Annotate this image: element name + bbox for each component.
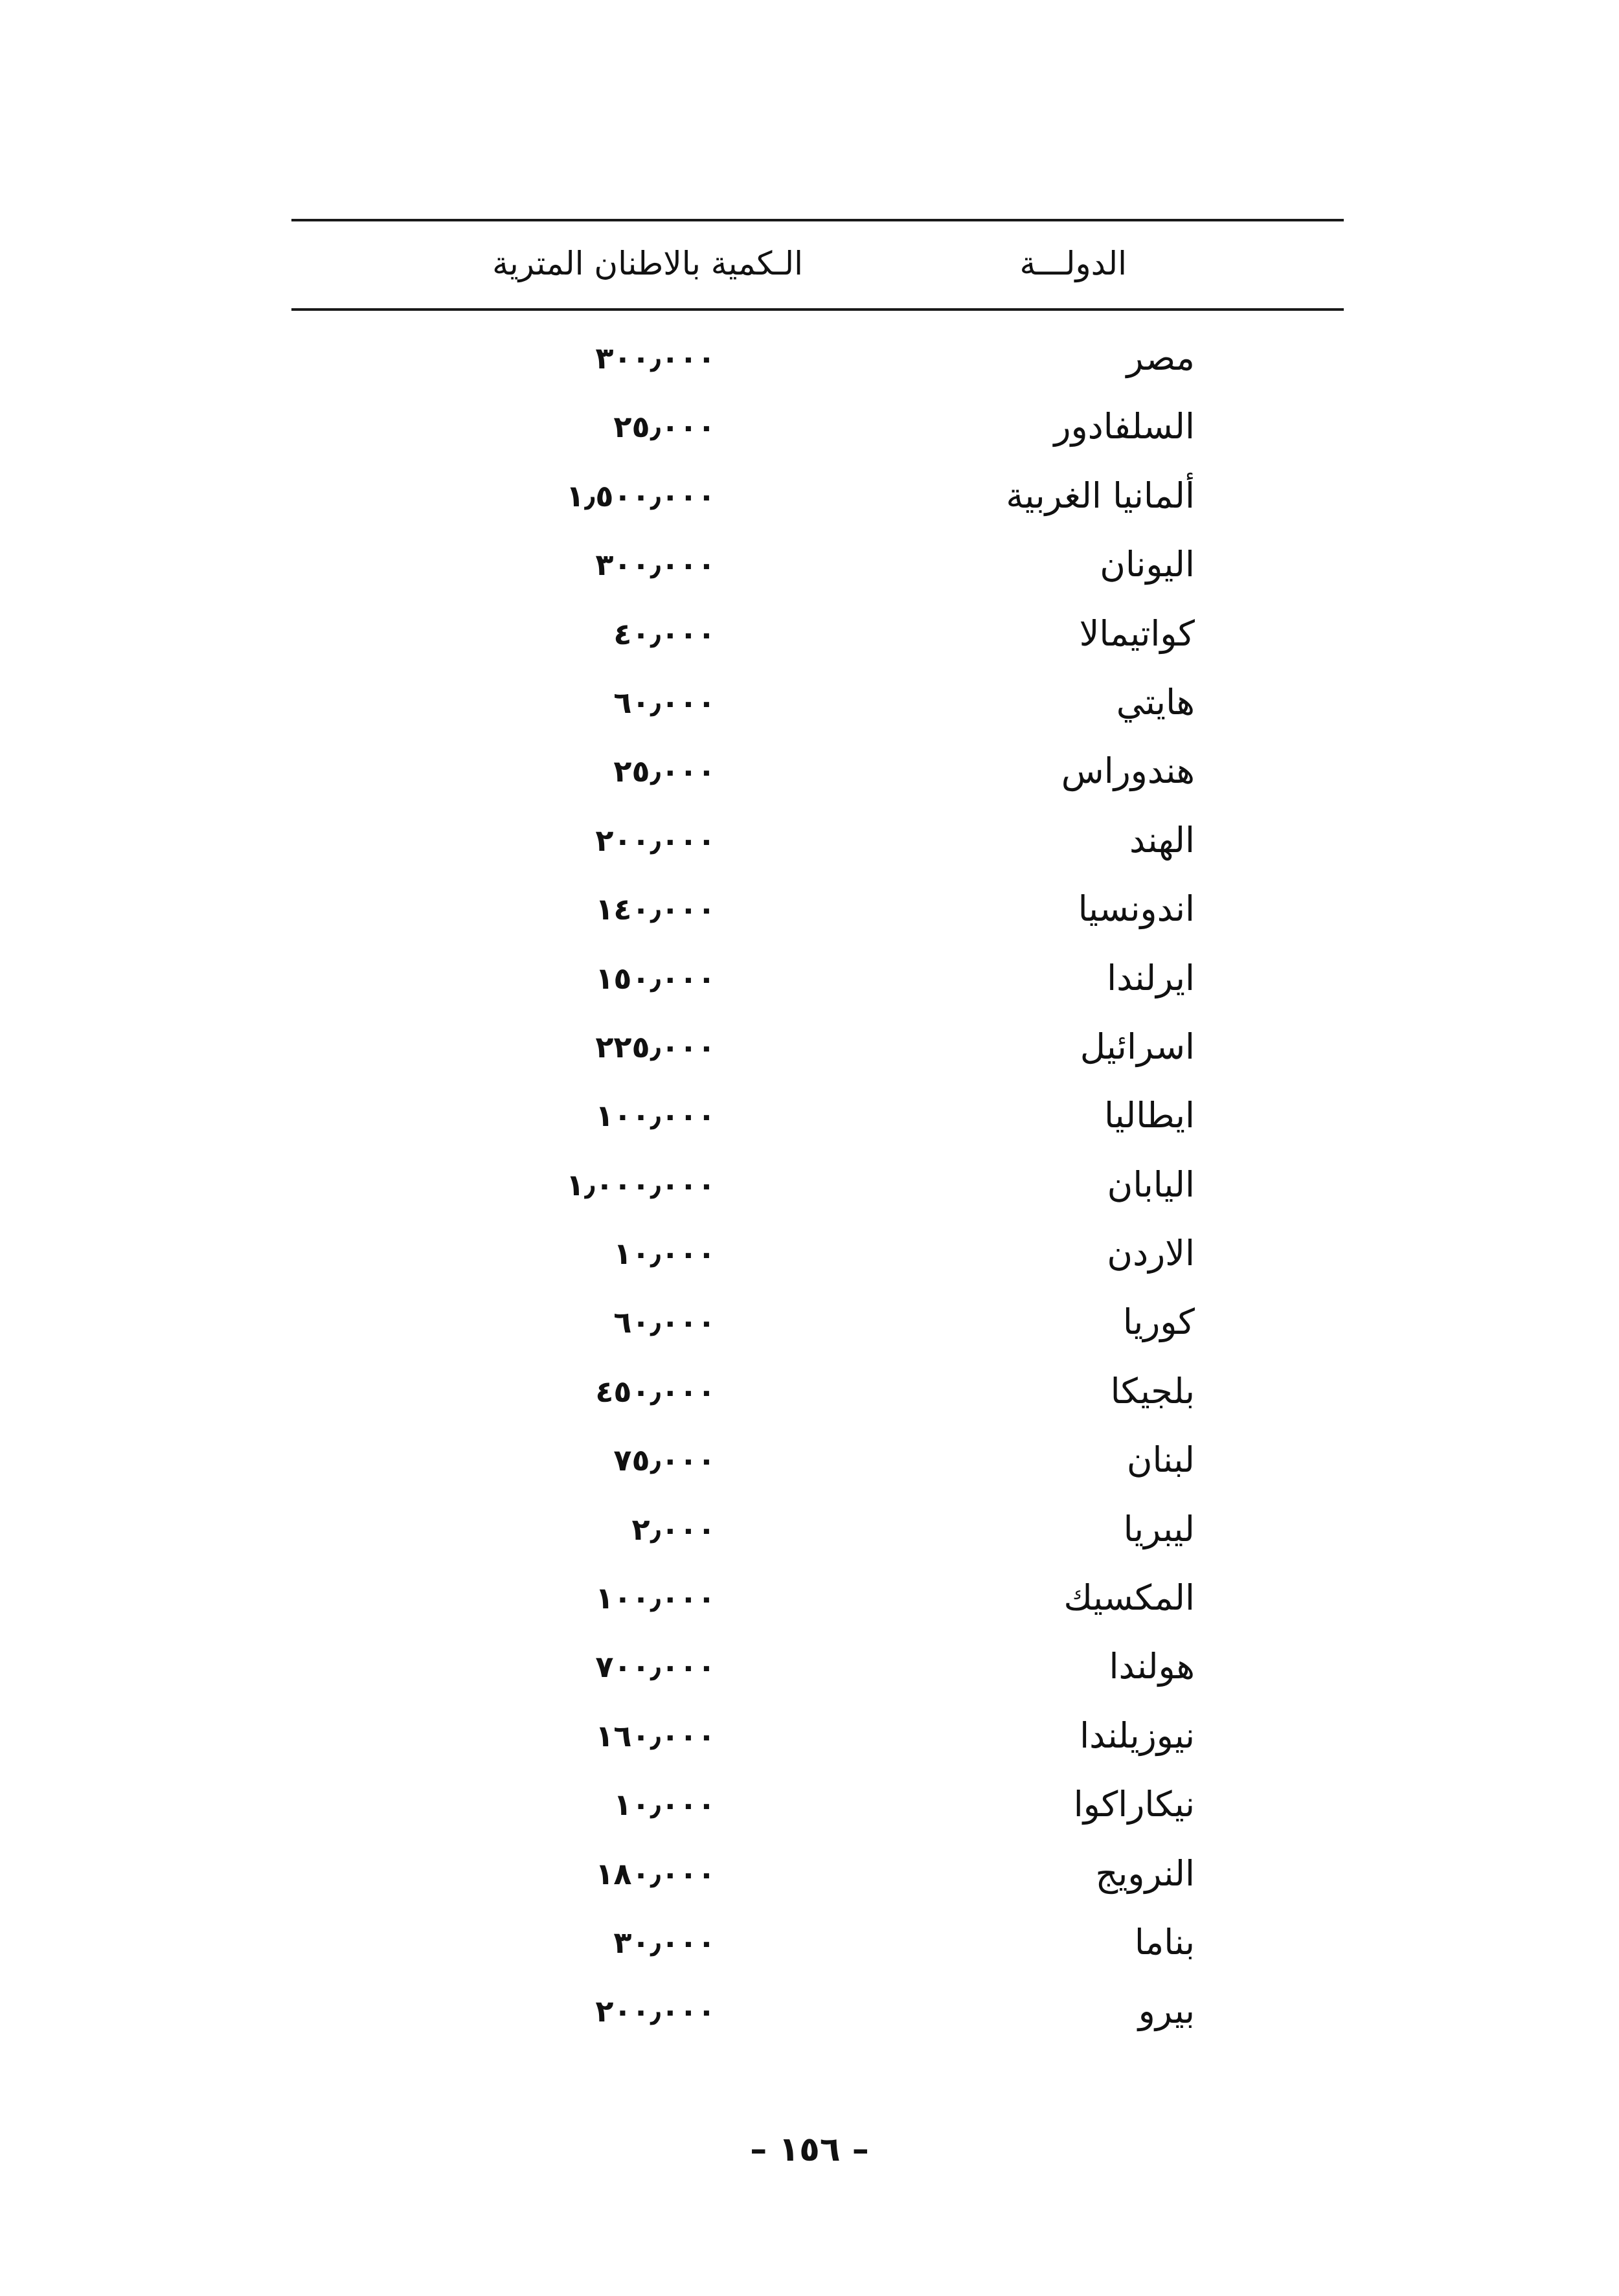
table-row bbox=[0, 1426, 1619, 1494]
table-row bbox=[0, 806, 1619, 875]
country-name: ايرلندا bbox=[1107, 957, 1195, 998]
country-name: اندونسيا bbox=[1078, 888, 1195, 930]
quantity-value: ١٠٠٫٠٠٠ bbox=[595, 1581, 716, 1616]
quantity-value: ٦٠٫٠٠٠ bbox=[613, 684, 716, 720]
country-name: ليبريا bbox=[1123, 1508, 1195, 1549]
country-name: المكسيك bbox=[1063, 1577, 1195, 1619]
table-row bbox=[0, 875, 1619, 943]
country-name: اسرائيل bbox=[1080, 1026, 1195, 1067]
quantity-value: ٧٥٫٠٠٠ bbox=[613, 1443, 716, 1478]
country-name: الهند bbox=[1129, 819, 1195, 861]
table-row bbox=[0, 1977, 1619, 2045]
quantity-value: ١٦٠٫٠٠٠ bbox=[595, 1718, 716, 1753]
quantity-value: ١٫٠٠٠٫٠٠٠ bbox=[566, 1167, 716, 1202]
country-name: اليونان bbox=[1100, 544, 1195, 585]
country-name: نيكاراكوا bbox=[1073, 1784, 1195, 1825]
table-row bbox=[0, 1702, 1619, 1770]
quantity-value: ٢٥٫٠٠٠ bbox=[613, 754, 716, 789]
table-row bbox=[0, 1151, 1619, 1219]
country-name: بلجيكا bbox=[1110, 1370, 1195, 1412]
table-row bbox=[0, 462, 1619, 530]
quantity-value: ٤٥٠٫٠٠٠ bbox=[595, 1373, 716, 1409]
quantity-value: ١٤٠٫٠٠٠ bbox=[595, 892, 716, 927]
quantity-value: ٢٫٠٠٠ bbox=[631, 1511, 716, 1547]
country-name: هندوراس bbox=[1061, 750, 1195, 792]
quantity-value: ٧٠٠٫٠٠٠ bbox=[595, 1649, 716, 1685]
country-name: الاردن bbox=[1107, 1233, 1195, 1274]
country-name: لبنان bbox=[1126, 1439, 1195, 1481]
quantity-value: ١٫٥٠٠٫٠٠٠ bbox=[566, 478, 716, 513]
column-header-country: الدولـــة bbox=[1019, 245, 1127, 282]
table-row bbox=[0, 1840, 1619, 1908]
country-name: نيوزيلندا bbox=[1080, 1715, 1195, 1756]
quantity-value: ١٠٫٠٠٠ bbox=[613, 1236, 716, 1272]
country-name: كواتيمالا bbox=[1079, 613, 1195, 654]
column-header-quantity: الـكمية بالاطنان المترية bbox=[492, 245, 803, 282]
table-row bbox=[0, 1013, 1619, 1081]
table-row bbox=[0, 324, 1619, 392]
table-row bbox=[0, 1219, 1619, 1288]
table-row bbox=[0, 1357, 1619, 1426]
table-row bbox=[0, 1081, 1619, 1150]
page-number: – ١٥٦ – bbox=[750, 2130, 869, 2169]
table-row bbox=[0, 530, 1619, 599]
country-name: بيرو bbox=[1138, 1990, 1195, 2032]
quantity-value: ٢٠٠٫٠٠٠ bbox=[595, 822, 716, 858]
data-table bbox=[0, 324, 1619, 2046]
country-name: ايطاليا bbox=[1104, 1095, 1195, 1136]
quantity-value: ١٠٠٫٠٠٠ bbox=[595, 1098, 716, 1134]
table-row bbox=[0, 1288, 1619, 1356]
country-name: السلفادور bbox=[1054, 406, 1195, 447]
table-row bbox=[0, 737, 1619, 805]
quantity-value: ٣٠٫٠٠٠ bbox=[613, 1924, 716, 1960]
table-row bbox=[0, 1770, 1619, 1839]
country-name: ألمانيا الغربية bbox=[1006, 475, 1195, 516]
country-name: النرويج bbox=[1095, 1852, 1195, 1894]
quantity-value: ٣٠٠٫٠٠٠ bbox=[595, 341, 716, 376]
quantity-value: ٢٥٫٠٠٠ bbox=[613, 409, 716, 445]
country-name: اليابان bbox=[1107, 1164, 1195, 1205]
table-row bbox=[0, 600, 1619, 668]
table-row bbox=[0, 392, 1619, 461]
country-name: هولندا bbox=[1109, 1646, 1195, 1687]
quantity-value: ٦٠٫٠٠٠ bbox=[613, 1305, 716, 1340]
table-header-rule bbox=[291, 308, 1344, 311]
table-row bbox=[0, 1632, 1619, 1701]
table-row bbox=[0, 944, 1619, 1013]
table-row bbox=[0, 1564, 1619, 1632]
quantity-value: ٣٠٠٫٠٠٠ bbox=[595, 547, 716, 583]
quantity-value: ١٠٫٠٠٠ bbox=[613, 1787, 716, 1823]
country-name: هايتي bbox=[1116, 681, 1195, 723]
quantity-value: ٢٢٥٫٠٠٠ bbox=[595, 1029, 716, 1064]
quantity-value: ١٥٠٫٠٠٠ bbox=[595, 960, 716, 996]
country-name: مصر bbox=[1126, 337, 1195, 378]
country-name: كوريا bbox=[1122, 1301, 1195, 1343]
quantity-value: ١٨٠٫٠٠٠ bbox=[595, 1856, 716, 1891]
table-row bbox=[0, 668, 1619, 737]
quantity-value: ٢٠٠٫٠٠٠ bbox=[595, 1994, 716, 2029]
table-row bbox=[0, 1495, 1619, 1564]
table-top-rule bbox=[291, 219, 1344, 221]
quantity-value: ٤٠٫٠٠٠ bbox=[613, 616, 716, 651]
table-row bbox=[0, 1908, 1619, 1977]
country-name: بناما bbox=[1134, 1921, 1195, 1963]
